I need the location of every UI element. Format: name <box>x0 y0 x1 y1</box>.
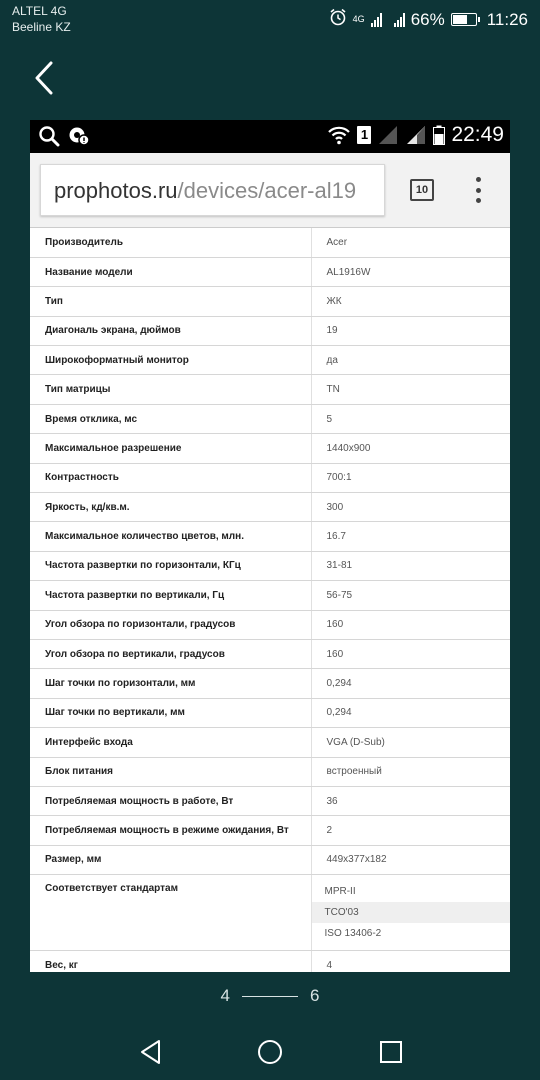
spec-key: Максимальное разрешение <box>30 434 311 463</box>
spec-key: Максимальное количество цветов, млн. <box>30 522 311 551</box>
table-row <box>30 551 510 580</box>
screenshot-image <box>30 120 510 972</box>
table-row <box>30 522 510 551</box>
wifi-icon <box>327 125 351 145</box>
tabs-button[interactable] <box>410 179 434 201</box>
spec-key: Потребляемая мощность в работе, Вт <box>30 786 311 815</box>
spec-value: 0,294 <box>311 669 510 698</box>
table-row <box>30 951 510 972</box>
table-row <box>30 581 510 610</box>
spec-key: Диагональ экрана, дюймов <box>30 316 311 345</box>
spec-value: ЖК <box>311 287 510 316</box>
table-row <box>30 786 510 815</box>
spec-value: 160 <box>311 610 510 639</box>
spec-value: 449x377x182 <box>311 845 510 874</box>
spec-value: 5 <box>311 404 510 433</box>
spec-value: 1440x900 <box>311 434 510 463</box>
url-host: prophotos.ru <box>54 178 178 203</box>
back-arrow-icon <box>33 61 55 95</box>
tab-count: 10 <box>415 184 429 196</box>
spec-key: Шаг точки по горизонтали, мм <box>30 669 311 698</box>
url-path: /devices/acer-al19 <box>177 178 357 203</box>
sim-indicator: 1 <box>357 126 371 144</box>
spec-value: 700:1 <box>311 463 510 492</box>
standard-item: ISO 13406-2 <box>324 928 382 940</box>
spec-key: Время отклика, мс <box>30 404 311 433</box>
inner-clock: 22:49 <box>451 123 504 146</box>
spec-key: Широкоформатный монитор <box>30 346 311 375</box>
carrier-2: Beeline KZ <box>12 20 71 34</box>
spec-key: Частота развертки по горизонтали, КГц <box>30 551 311 580</box>
table-row <box>30 816 510 845</box>
table-row <box>30 757 510 786</box>
signal-icon-2 <box>394 13 405 27</box>
spec-value: 4 <box>311 951 510 972</box>
spec-value: VGA (D-Sub) <box>311 728 510 757</box>
table-row <box>30 669 510 698</box>
spec-value: да <box>311 346 510 375</box>
spec-key: Размер, мм <box>30 845 311 874</box>
table-row <box>30 493 510 522</box>
table-row <box>30 316 510 345</box>
battery-percent: 66% <box>410 9 445 29</box>
spec-value-list <box>311 875 510 951</box>
battery-icon-inner <box>433 125 445 145</box>
standard-item: TCO'03 <box>312 902 511 923</box>
signal-icon <box>371 13 382 27</box>
spec-value: 36 <box>311 786 510 815</box>
spec-value: Acer <box>311 228 510 257</box>
page-total: 6 <box>310 986 320 1005</box>
navigation-bar <box>0 1030 540 1070</box>
spec-value: 19 <box>311 316 510 345</box>
spec-key: Интерфейс входа <box>30 728 311 757</box>
page-indicator <box>0 986 540 1006</box>
nav-recents-icon[interactable] <box>377 1038 405 1066</box>
table-row <box>30 610 510 639</box>
spec-value: TN <box>311 375 510 404</box>
table-row <box>30 845 510 874</box>
table-row <box>30 434 510 463</box>
more-menu-icon[interactable] <box>470 177 486 203</box>
back-button[interactable] <box>24 58 64 98</box>
spec-key: Название модели <box>30 257 311 286</box>
spec-key: Тип <box>30 287 311 316</box>
spec-key: Яркость, кд/кв.м. <box>30 493 311 522</box>
spec-value: 300 <box>311 493 510 522</box>
status-bar <box>0 0 540 40</box>
url-bar[interactable] <box>40 164 385 216</box>
spec-key: Вес, кг <box>30 951 311 972</box>
network-type-label: 4G <box>352 14 365 24</box>
page-current: 4 <box>220 986 230 1005</box>
spec-key: Тип матрицы <box>30 375 311 404</box>
table-row <box>30 346 510 375</box>
spec-key: Угол обзора по горизонтали, градусов <box>30 610 311 639</box>
battery-icon <box>451 13 477 26</box>
alarm-icon <box>329 8 347 31</box>
clock: 11:26 <box>486 9 528 29</box>
spec-value: 0,294 <box>311 698 510 727</box>
spec-key: Потребляемая мощность в режиме ожидания, Вт <box>30 816 311 845</box>
table-row <box>30 257 510 286</box>
spec-value: встроенный <box>311 757 510 786</box>
carrier-info <box>12 3 71 35</box>
spec-key: Производитель <box>30 228 311 257</box>
spec-value: 31-81 <box>311 551 510 580</box>
chrome-update-icon <box>68 125 90 147</box>
carrier-1: ALTEL 4G <box>12 4 67 18</box>
cell-signal-icon <box>377 125 399 145</box>
browser-toolbar <box>30 153 510 228</box>
table-row <box>30 375 510 404</box>
spec-value: 2 <box>311 816 510 845</box>
table-row-standards <box>30 875 510 951</box>
page-divider <box>242 996 298 997</box>
spec-value: 16.7 <box>311 522 510 551</box>
spec-value: AL1916W <box>311 257 510 286</box>
nav-back-icon[interactable] <box>137 1038 165 1066</box>
cell-signal-icon-2 <box>405 125 427 145</box>
spec-value: 160 <box>311 639 510 668</box>
table-row <box>30 404 510 433</box>
spec-key: Шаг точки по вертикали, мм <box>30 698 311 727</box>
spec-key: Соответствует стандартам <box>30 875 311 951</box>
standards-list <box>312 875 511 950</box>
table-row <box>30 698 510 727</box>
specs-table <box>30 228 510 972</box>
table-row <box>30 639 510 668</box>
search-icon <box>38 125 60 147</box>
spec-key: Блок питания <box>30 757 311 786</box>
table-row <box>30 728 510 757</box>
spec-key: Частота развертки по вертикали, Гц <box>30 581 311 610</box>
standard-item: MPR-II <box>324 886 356 898</box>
spec-key: Угол обзора по вертикали, градусов <box>30 639 311 668</box>
nav-home-icon[interactable] <box>256 1038 284 1066</box>
spec-value: 56-75 <box>311 581 510 610</box>
table-row <box>30 287 510 316</box>
table-row <box>30 463 510 492</box>
spec-key: Контрастность <box>30 463 311 492</box>
table-row <box>30 228 510 257</box>
inner-status-bar <box>30 120 510 153</box>
